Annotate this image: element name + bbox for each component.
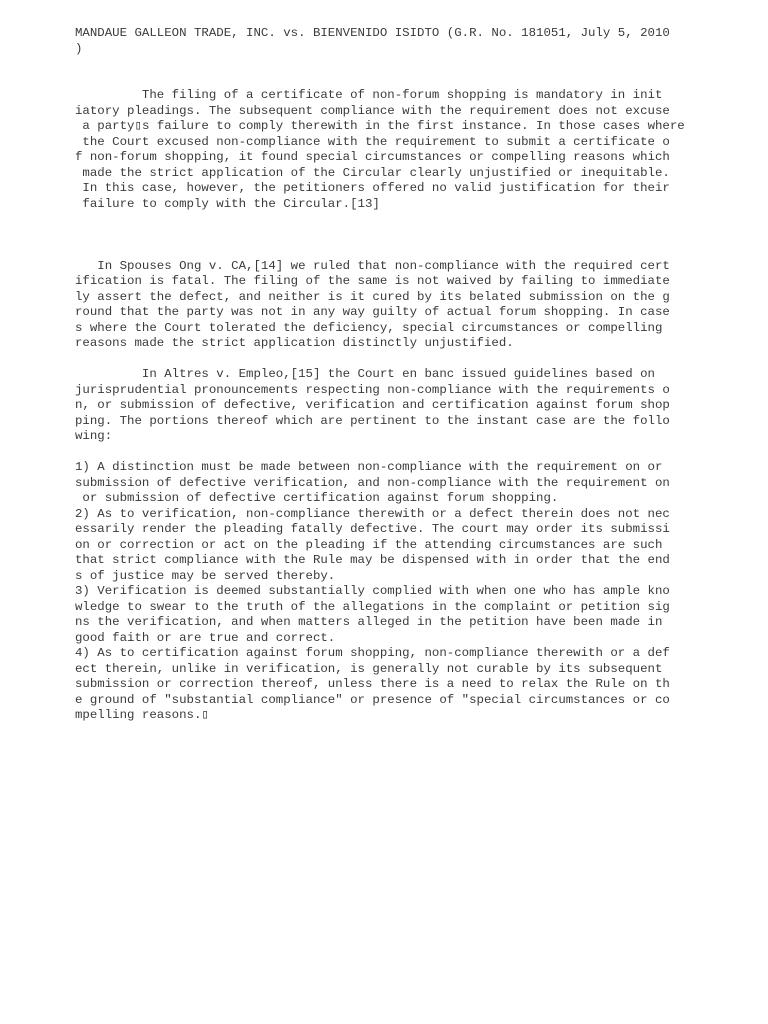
- text-line: jurisprudential pronouncements respecting non-compliance with the requirements o: [75, 382, 670, 397]
- text-line: [75, 73, 735, 89]
- text-line: ly assert the defect, and neither is it cured by its belated submission on the g: [75, 289, 670, 304]
- text-line: MANDAUE GALLEON TRADE, INC. vs. BIENVENIDO ISIDTO (G.R. No. 181051, July 5, 2010: [75, 26, 670, 40]
- text-line: [75, 352, 735, 368]
- text-line: or submission of defective certification against forum shopping.: [75, 491, 559, 505]
- text-line: a party▯s failure to comply therewith in the first instance. In those cases where: [75, 119, 685, 133]
- text-line: ): [75, 41, 83, 56]
- text-line: f non-forum shopping, it found special circumstances or compelling reasons which: [75, 150, 670, 164]
- text-line: round that the party was not in any way guilty of actual forum shopping. In case: [75, 305, 670, 319]
- text-line: In this case, however, the petitioners offered no valid justification for their: [75, 181, 670, 195]
- text-line: mpelling reasons.▯: [75, 708, 209, 722]
- text-line: [75, 57, 735, 73]
- text-line: e ground of "substantial compliance" or presence of "special circumstances or co: [75, 692, 670, 707]
- text-line: ns the verification, and when matters alleged in the petition have been made in: [75, 615, 663, 629]
- text-line: wledge to swear to the truth of the allegations in the complaint or petition sig: [75, 599, 670, 614]
- text-line: the Court excused non-compliance with the requirement to submit a certificate o: [75, 134, 670, 149]
- text-line: failure to comply with the Circular.[13]: [75, 196, 380, 211]
- text-line: [75, 445, 735, 461]
- text-line: [75, 228, 735, 244]
- text-line: ification is fatal. The filing of the same is not waived by failing to immediate: [75, 274, 670, 288]
- text-line: submission of defective verification, and non-compliance with the requirement on: [75, 475, 670, 490]
- text-line: In Spouses Ong v. CA,[14] we ruled that non-compliance with the required cert: [75, 258, 670, 273]
- text-line: wing:: [75, 429, 113, 443]
- text-line: iatory pleadings. The subsequent compliance with the requirement does not excuse: [75, 103, 670, 118]
- text-line: made the strict application of the Circular clearly unjustified or inequitable.: [75, 165, 670, 180]
- text-line: 3) Verification is deemed substantially complied with when one who has ample kno: [75, 584, 670, 598]
- text-line: [75, 243, 735, 259]
- text-line: good faith or are true and correct.: [75, 630, 336, 645]
- text-line: In Altres v. Empleo,[15] the Court en banc issued guidelines based on: [75, 367, 655, 381]
- text-line: ping. The portions thereof which are pertinent to the instant case are the follo: [75, 413, 670, 428]
- text-line: reasons made the strict application distinctly unjustified.: [75, 336, 514, 350]
- text-line: on or correction or act on the pleading if the attending circumstances are such: [75, 537, 663, 552]
- document-body: [75, 26, 735, 724]
- text-line: s of justice may be served thereby.: [75, 568, 336, 583]
- text-line: 1) A distinction must be made between non-compliance with the requirement on or: [75, 460, 663, 474]
- text-line: s where the Court tolerated the deficiency, special circumstances or compelling: [75, 320, 663, 335]
- text-line: [75, 212, 735, 228]
- text-line: ect therein, unlike in verification, is generally not curable by its subsequent: [75, 661, 663, 676]
- text-line: 2) As to verification, non-compliance therewith or a defect therein does not nec: [75, 506, 670, 521]
- text-line: The filing of a certificate of non-forum shopping is mandatory in init: [75, 88, 663, 102]
- text-line: that strict compliance with the Rule may be dispensed with in order that the end: [75, 553, 670, 567]
- text-line: 4) As to certification against forum shopping, non-compliance therewith or a def: [75, 646, 670, 660]
- text-line: n, or submission of defective, verification and certification against forum shop: [75, 398, 670, 412]
- text-line: essarily render the pleading fatally defective. The court may order its submissi: [75, 522, 670, 536]
- text-line: submission or correction thereof, unless there is a need to relax the Rule on th: [75, 677, 670, 691]
